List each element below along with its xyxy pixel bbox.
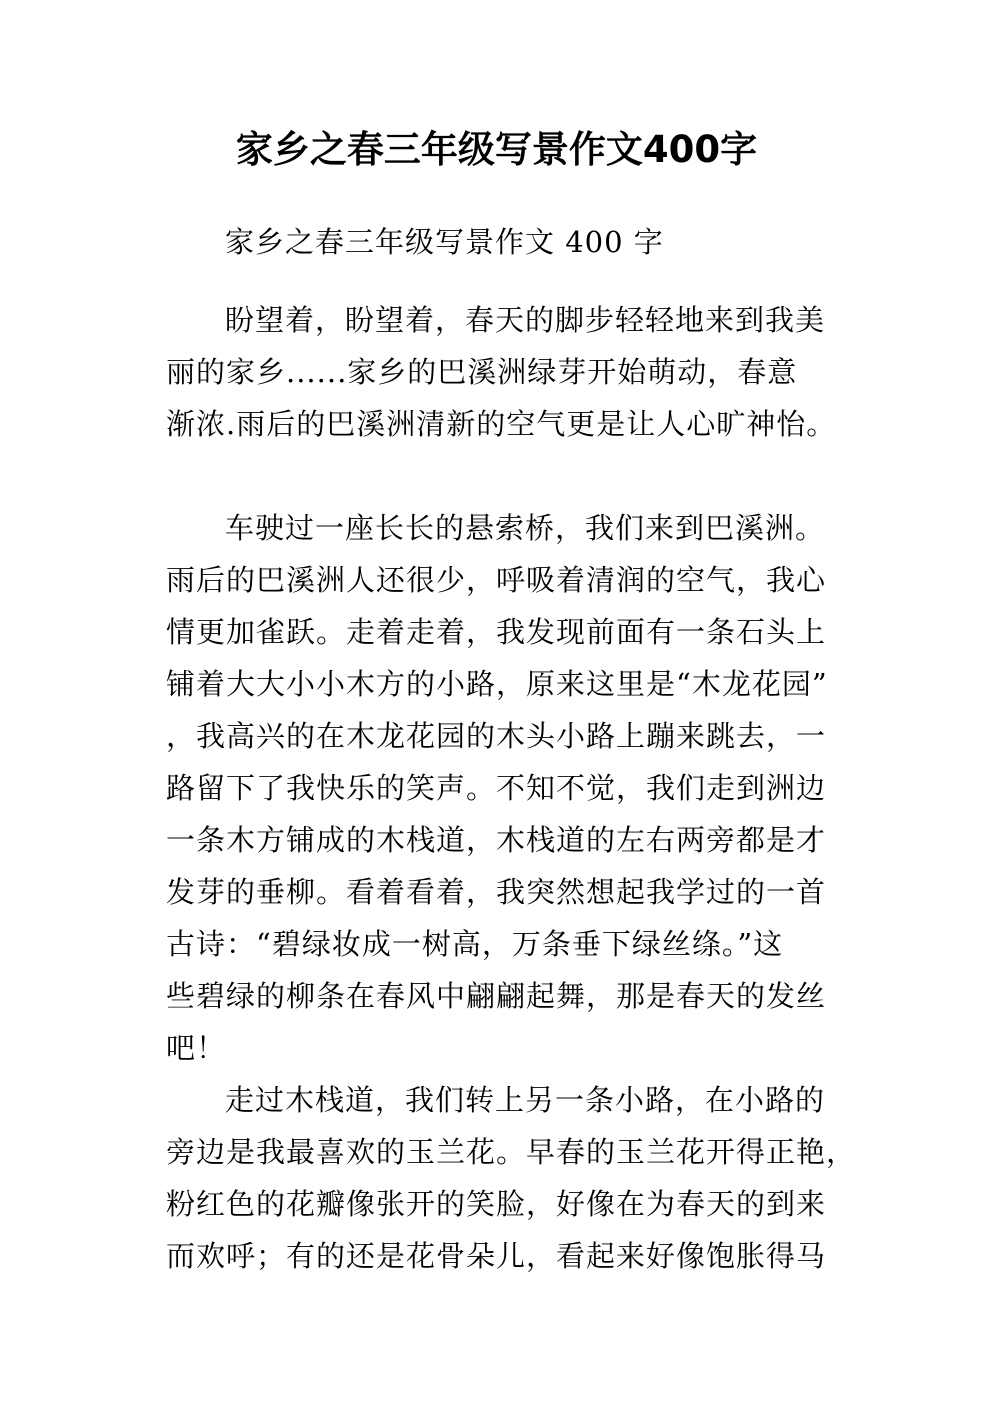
paragraph-line: 粉红色的花瓣像张开的笑脸，好像在为春天的到来 xyxy=(166,1187,827,1221)
paragraph-line: 旁边是我最喜欢的玉兰花。早春的玉兰花开得正艳， xyxy=(166,1135,857,1169)
document-title: 家乡之春三年级写景作文400字 xyxy=(235,128,758,171)
paragraph-line: 丽的家乡......家乡的巴溪洲绿芽开始萌动，春意 xyxy=(166,355,798,389)
paragraph-line: ，我高兴的在木龙花园的木头小路上蹦来跳去，一 xyxy=(166,719,827,753)
paragraph-first-line: 盼望着，盼望着，春天的脚步轻轻地来到我美 xyxy=(225,303,826,337)
paragraph-line: 渐浓.雨后的巴溪洲清新的空气更是让人心旷神怡。 xyxy=(166,407,837,441)
paragraph-line: 发芽的垂柳。看着看着，我突然想起我学过的一首 xyxy=(166,875,827,909)
paragraph-line: 吧！ xyxy=(166,1031,227,1065)
paragraph-line: 铺着大大小小木方的小路，原来这里是“木龙花园” xyxy=(166,667,828,701)
paragraph-line: 路留下了我快乐的笑声。不知不觉，我们走到洲边 xyxy=(166,771,827,805)
paragraph-line: 情更加雀跃。走着走着，我发现前面有一条石头上 xyxy=(166,615,827,649)
paragraph-line: 些碧绿的柳条在春风中翩翩起舞，那是春天的发丝 xyxy=(166,979,827,1013)
paragraph-line: 而欢呼；有的还是花骨朵儿，看起来好像饱胀得马 xyxy=(166,1239,827,1273)
paragraph-line: 一条木方铺成的木栈道，木栈道的左右两旁都是才 xyxy=(166,823,827,857)
paragraph-line: 古诗：“碧绿妆成一树高，万条垂下绿丝绦。”这 xyxy=(166,927,784,961)
paragraph-first-line: 走过木栈道，我们转上另一条小路，在小路的 xyxy=(225,1083,826,1117)
paragraph-line: 雨后的巴溪洲人还很少，呼吸着清润的空气，我心 xyxy=(166,563,827,597)
paragraph-first-line: 车驶过一座长长的悬索桥，我们来到巴溪洲。 xyxy=(225,511,826,545)
paragraph-first-line: 家乡之春三年级写景作文 400 字 xyxy=(225,225,664,259)
